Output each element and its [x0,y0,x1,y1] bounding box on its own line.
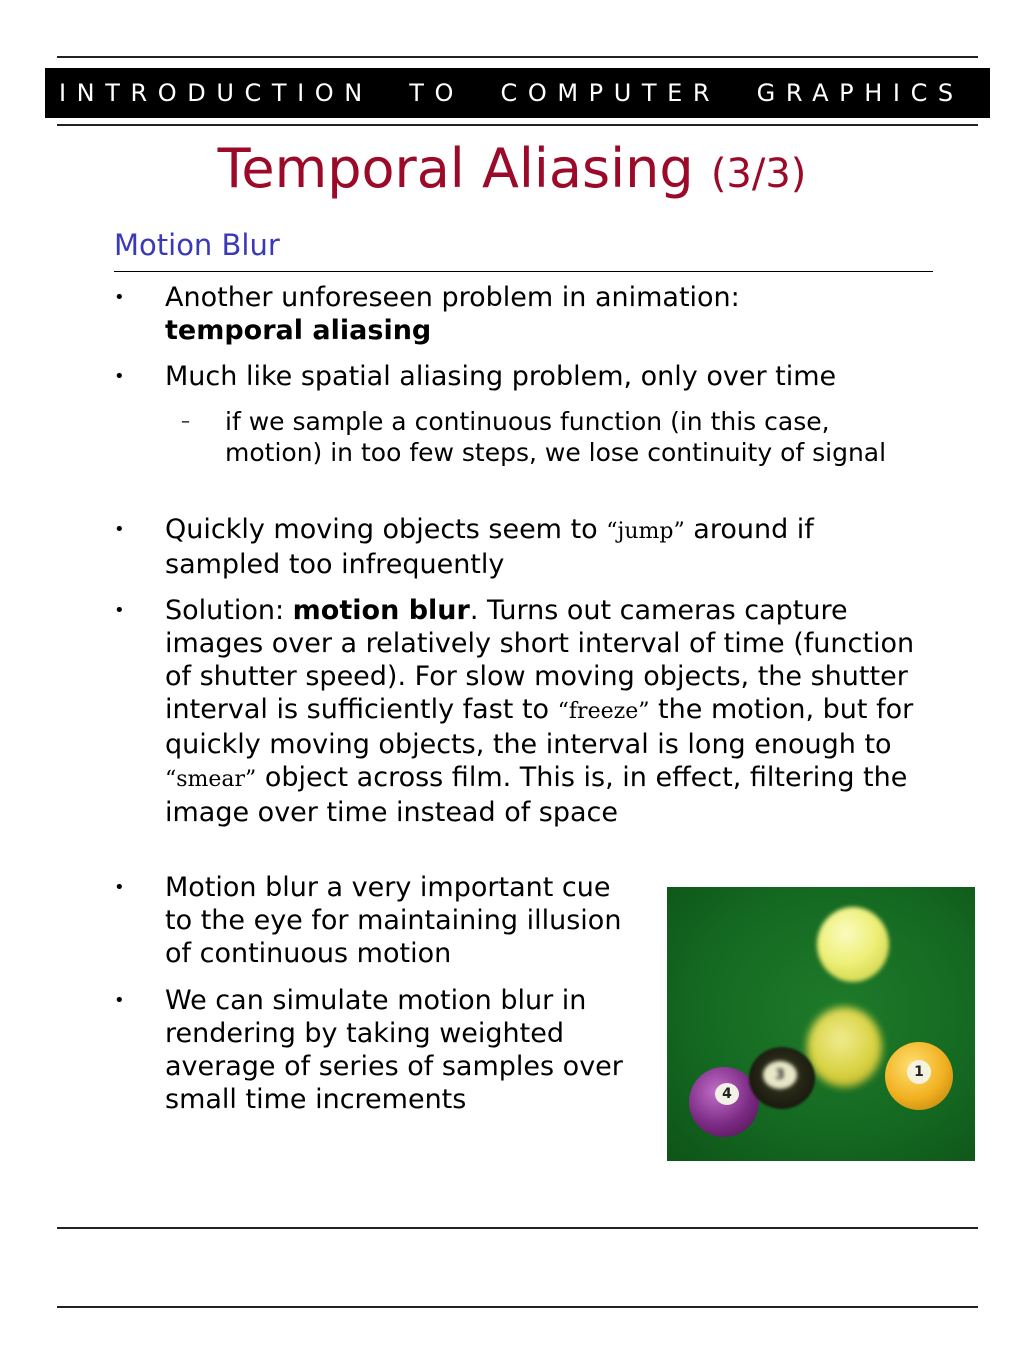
bullet-dot-icon: • [114,287,125,308]
slide-subtitle: Motion Blur [114,228,280,262]
bullet-2-text: Much like spatial aliasing problem, only over time [165,361,837,392]
ball-1-label [907,1060,931,1084]
bullet-4-post: object across film. This is, in effect, filtering the image over time instead of space [165,762,908,828]
bullet-1-bold: temporal aliasing [165,315,432,346]
footer-rule-lower [57,1306,978,1308]
yellow-ball-blurred [807,1007,882,1087]
bullet-dot-icon: • [114,990,125,1011]
subtitle-rule [114,271,933,272]
bullet-4-mid2: the motion, but for quickly moving objects, the interval is long enough to [165,694,914,760]
slide-title-text: Temporal Aliasing [217,137,694,200]
bullet-2 [114,360,935,393]
bullet-4-mid: . Turns out cameras capture images over a relatively short interval of time (function of shutter speed). For slow moving objects, the shutter interval is sufficiently fast to [165,595,915,725]
bullet-3-quote: “jump” [606,519,685,544]
sub-bullet-2-1 [181,406,925,468]
banner-bottom-rule [57,124,978,126]
slide-title-part: (3/3) [710,151,807,197]
ball-4-label [715,1083,739,1105]
course-banner: INTRODUCTION TO COMPUTER GRAPHICS [45,68,990,118]
bullet-3-post: around if sampled too infrequently [165,514,814,580]
sub-bullet-2-1-text: if we sample a continuous function (in this case, motion) in too few steps, we lose continuity of signal [225,407,887,467]
ball-3-dark [749,1047,815,1109]
bullet-1-text: Another unforeseen problem in animation: [165,282,740,313]
top-rule [57,56,978,58]
footer-rule-upper [57,1227,978,1229]
motion-blur-billiard-photo [667,887,975,1161]
ball-3-label [763,1061,797,1089]
yellow-ball-top [817,907,889,982]
bullet-6 [114,984,635,1116]
bullet-dot-icon: • [114,877,125,898]
ball-1-yellow [885,1042,953,1110]
bullet-3 [114,513,935,581]
bullet-dot-icon: • [114,366,125,387]
bullet-4-bold: motion blur [292,595,470,626]
bullet-4-quote-freeze: “freeze” [557,699,650,724]
ball-3-number: 3 [775,1067,785,1083]
bullet-dot-icon: • [114,600,125,621]
bullet-4-pre: Solution: [165,595,293,626]
ball-1-number: 1 [914,1064,924,1080]
bullet-5-text: Motion blur a very important cue to the eye for maintaining illusion of continuous motion [165,872,622,969]
bullet-3-pre: Quickly moving objects seem to [165,514,607,545]
bullet-4 [114,594,935,829]
slide-title [0,134,1024,209]
bullet-6-text: We can simulate motion blur in rendering by taking weighted average of series of samples over small time increments [165,985,623,1115]
dash-icon: – [181,411,190,432]
bullet-4-quote-smear: “smear” [165,767,257,792]
bullet-dot-icon: • [114,519,125,540]
bullet-1 [114,281,925,347]
ball-4-number: 4 [722,1086,732,1102]
bullet-5 [114,871,635,970]
